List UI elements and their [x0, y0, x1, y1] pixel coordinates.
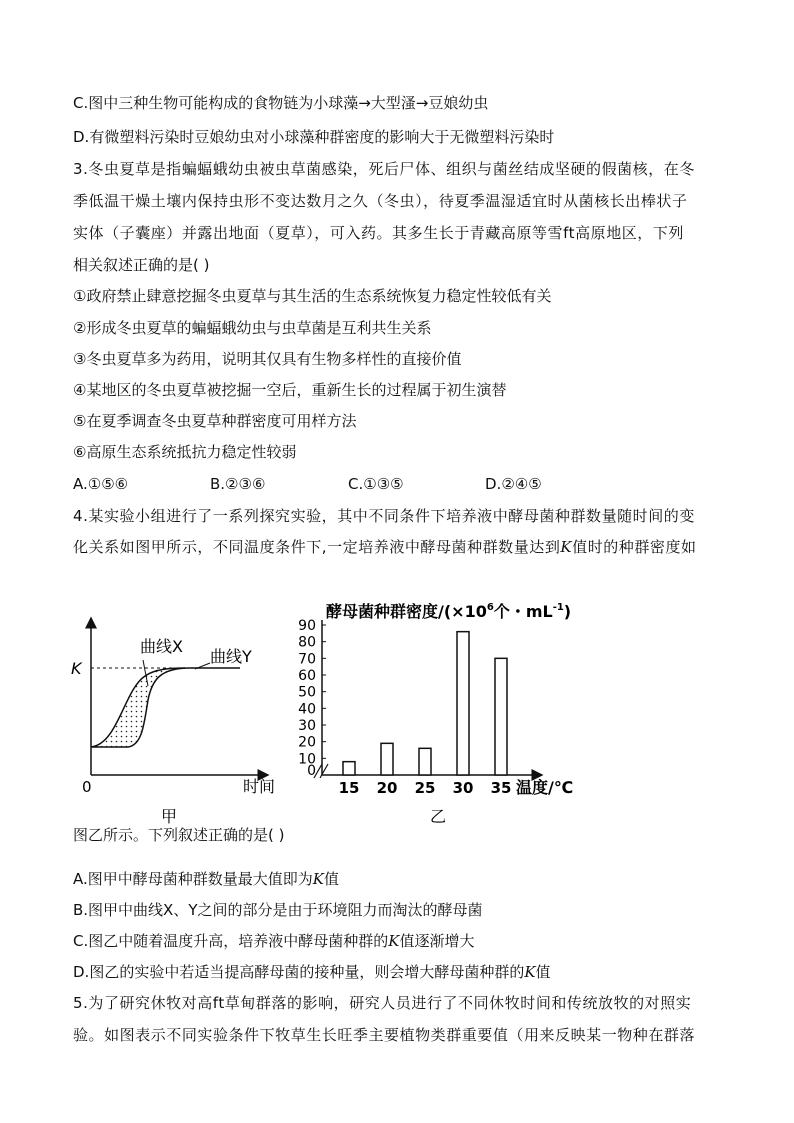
y-tick-label: 40 — [298, 701, 316, 718]
chart-title-end: ) — [563, 602, 572, 621]
x-tick-label: 25 — [414, 779, 436, 797]
q4-stem-text-a: 化关系如图甲所示，不同温度条件下,一定培养液中酵母菌种群数量达到 — [73, 538, 561, 556]
q4-option-a-end: 值 — [324, 870, 340, 888]
q4-option-c-k: K — [388, 932, 400, 950]
q4-stem-line-1: 4.某实验小组进行了一系列探究实验，其中不同条件下培养液中酵母菌种群数量随时间的变 — [73, 507, 695, 525]
q3-item-4: ④某地区的冬虫夏草被挖掘一空后，重新生长的过程属于初生演替 — [73, 381, 507, 399]
bar-25 — [419, 748, 431, 775]
chart-title-sup-2: -1 — [552, 602, 564, 613]
q3-item-5: ⑤在夏季调查冬虫夏草种群密度可用样方法 — [73, 412, 357, 430]
bar-30 — [457, 632, 469, 775]
q4-option-d-k: K — [524, 963, 536, 981]
q3-stem-line-2: 季低温干燥土壤内保持虫形不变达数月之久（冬虫），待夏季温湿适宜时从菌核长出棒状子 — [73, 192, 688, 210]
curve-y-label: 曲线Y — [210, 647, 252, 666]
y-tick-label: 70 — [298, 651, 316, 668]
origin-label: 0 — [82, 778, 92, 796]
q3-item-2: ②形成冬虫夏草的蝙蝠蛾幼虫与虫草菌是互利共生关系 — [73, 319, 432, 337]
q4-option-a-text: A.图甲中酵母菌种群数量最大值即为 — [73, 870, 313, 888]
y-tick-label: 50 — [298, 684, 316, 701]
q4-stem-line-2 — [73, 537, 697, 557]
y-tick-label: 10 — [298, 751, 316, 768]
q4-option-c-text: C.图乙中随着温度升高，培养液中酵母菌种群的 — [73, 932, 389, 950]
figure-jia-caption: 甲 — [161, 807, 178, 826]
q4-stem-line-3: 图乙所示。下列叙述正确的是( ) — [73, 826, 285, 844]
q3-item-1: ①政府禁止肆意挖掘冬虫夏草与其生活的生态系统恢复力稳定性较低有关 — [73, 287, 552, 305]
figure-yi-chart — [300, 590, 600, 830]
q4-option-d-text: D.图乙的实验中若适当提高酵母菌的接种量，则会增大酵母菌种群的 — [73, 963, 525, 981]
q4-option-c-end: 值逐渐增大 — [399, 932, 475, 950]
q3-item-3: ③冬虫夏草多为药用，说明其仅具有生物多样性的直接价值 — [73, 350, 462, 368]
q3-choice-c: C.①③⑤ — [348, 475, 404, 493]
chart-title-main: 酵母菌种群密度/(×10 — [326, 602, 487, 621]
axis-break-mark — [314, 764, 328, 778]
bar-20 — [381, 743, 393, 775]
q3-choice-b: B.②③⑥ — [210, 475, 266, 493]
q3-stem-line-4: 相关叙述正确的是( ) — [73, 256, 210, 274]
x-tick-label: 30 — [452, 779, 474, 797]
chart-title-sup-1: 6 — [486, 602, 494, 613]
x-tick-label: 15 — [338, 779, 360, 797]
shaded-region — [91, 668, 185, 747]
chart-title-mid: 个・mL — [493, 602, 553, 621]
q5-stem-line-1: 5.为了研究休牧对高ft草甸群落的影响，研究人员进行了不同休牧时间和传统放牧的对照实 — [73, 994, 692, 1012]
q2-option-d: D.有微塑料污染时豆娘幼虫对小球藻种群密度的影响大于无微塑料污染时 — [73, 128, 555, 146]
q4-stem-text-b: 值时的种群密度如 — [572, 538, 697, 556]
q4-option-d-end: 值 — [535, 963, 551, 981]
y-tick-label: 60 — [298, 668, 316, 684]
bar-35 — [495, 658, 507, 775]
figure-yi-caption: 乙 — [430, 807, 447, 826]
q4-option-c — [73, 931, 474, 951]
figure-jia — [60, 590, 280, 830]
q3-stem-line-1: 3.冬虫夏草是指蝙蝠蛾幼虫被虫草菌感染，死后尸体、组织与菌丝结成坚硬的假菌核，在冬 — [73, 160, 695, 178]
q2-option-c: C.图中三种生物可能构成的食物链为小球藻→大型溞→豆娘幼虫 — [73, 94, 489, 112]
q3-stem-line-3: 实体（子囊座）并露出地面（夏草），可入药。其多生长于青藏高原等雪ft高原地区，下列 — [73, 224, 684, 242]
y-tick-label: 20 — [298, 734, 316, 751]
q4-stem-k: K — [560, 538, 573, 556]
chart-x-axis-label: 温度/℃ — [516, 778, 574, 797]
q3-choice-a: A.①⑤⑥ — [73, 475, 129, 493]
q5-stem-line-2: 验。如图表示不同实验条件下牧草生长旺季主要植物类群重要值（用来反映某一物种在群落 — [73, 1026, 696, 1044]
q3-choice-d: D.②④⑤ — [485, 475, 542, 493]
chart-title — [326, 602, 571, 621]
y-tick-label: 80 — [298, 634, 316, 651]
q4-option-b: B.图甲中曲线X、Y之间的部分是由于环境阻力而淘汰的酵母菌 — [73, 901, 483, 919]
q3-item-6: ⑥高原生态系统抵抗力稳定性较弱 — [73, 443, 297, 461]
y-tick-label: 30 — [298, 718, 316, 734]
y-tick-label: 0 — [307, 763, 316, 779]
curve-x-label: 曲线X — [140, 637, 183, 656]
q4-option-a-k: K — [312, 870, 324, 888]
k-label: K — [71, 659, 82, 678]
q4-option-a — [73, 869, 339, 889]
y-tick-label: 90 — [298, 618, 316, 634]
x-tick-label: 35 — [490, 779, 512, 797]
q4-option-d — [73, 962, 551, 982]
x-tick-label: 20 — [376, 779, 398, 797]
x-axis-label: 时间 — [243, 777, 276, 796]
bar-15 — [343, 762, 355, 775]
